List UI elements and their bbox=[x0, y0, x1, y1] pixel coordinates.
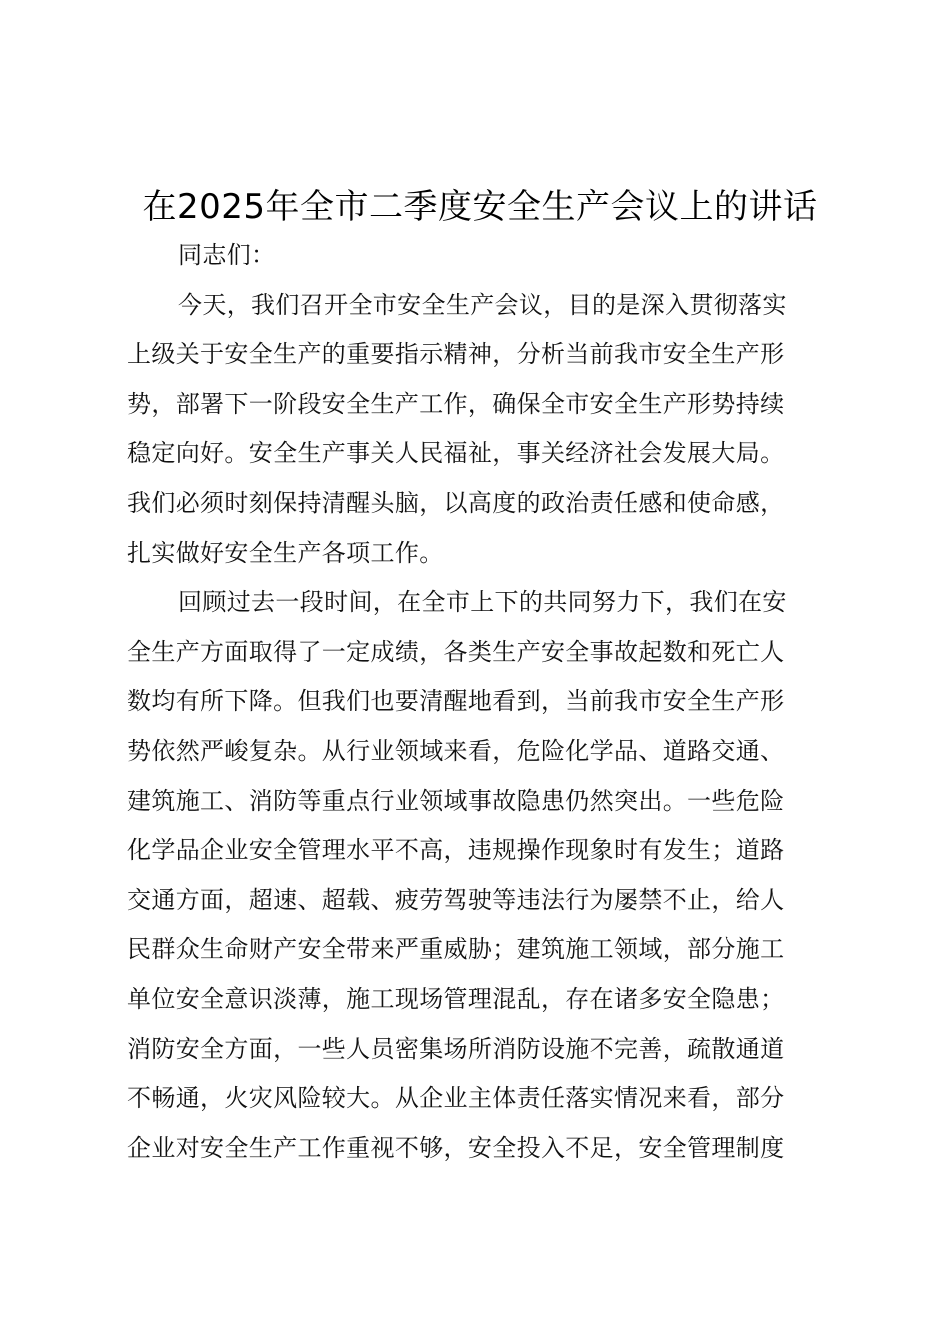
paragraph-line: 势，部署下一阶段安全生产工作，确保全市安全生产形势持续 bbox=[127, 389, 785, 418]
document-title: 在2025年全市二季度安全生产会议上的讲话 bbox=[142, 187, 818, 227]
paragraph-line: 全生产方面取得了一定成绩，各类生产安全事故起数和死亡人 bbox=[127, 637, 785, 666]
paragraph-1 bbox=[127, 281, 835, 579]
paragraph-line: 不畅通，火灾风险较大。从企业主体责任落实情况来看，部分 bbox=[127, 1084, 785, 1113]
paragraph-line: 建筑施工、消防等重点行业领域事故隐患仍然突出。一些危险 bbox=[127, 786, 785, 815]
paragraph-line: 回顾过去一段时间，在全市上下的共同努力下，我们在安 bbox=[178, 588, 787, 617]
paragraph-line: 今天，我们召开全市安全生产会议，目的是深入贯彻落实 bbox=[178, 290, 787, 319]
paragraph-line: 企业对安全生产工作重视不够，安全投入不足，安全管理制度 bbox=[127, 1133, 785, 1162]
paragraph-line: 交通方面，超速、超载、疲劳驾驶等违法行为屡禁不止，给人 bbox=[127, 885, 785, 914]
paragraph-line: 势依然严峻复杂。从行业领域来看，危险化学品、道路交通、 bbox=[127, 736, 785, 765]
paragraph-line: 稳定向好。安全生产事关人民福祉，事关经济社会发展大局。 bbox=[127, 439, 785, 468]
paragraph-2 bbox=[127, 578, 835, 1173]
paragraph-line: 数均有所下降。但我们也要清醒地看到，当前我市安全生产形 bbox=[127, 687, 785, 716]
paragraph-line: 化学品企业安全管理水平不高，违规操作现象时有发生；道路 bbox=[127, 836, 785, 865]
paragraph-line: 消防安全方面，一些人员密集场所消防设施不完善，疏散通道 bbox=[127, 1034, 785, 1063]
paragraph-line: 我们必须时刻保持清醒头脑，以高度的政治责任感和使命感， bbox=[127, 488, 785, 517]
paragraph-line: 单位安全意识淡薄，施工现场管理混乱，存在诸多安全隐患； bbox=[127, 984, 785, 1013]
salutation: 同志们： bbox=[178, 241, 276, 269]
document-body bbox=[127, 231, 835, 1173]
paragraph-line: 扎实做好安全生产各项工作。 bbox=[127, 538, 444, 567]
paragraph-line: 上级关于安全生产的重要指示精神，分析当前我市安全生产形 bbox=[127, 340, 785, 369]
paragraph-line: 民群众生命财产安全带来严重威胁；建筑施工领域，部分施工 bbox=[127, 935, 785, 964]
